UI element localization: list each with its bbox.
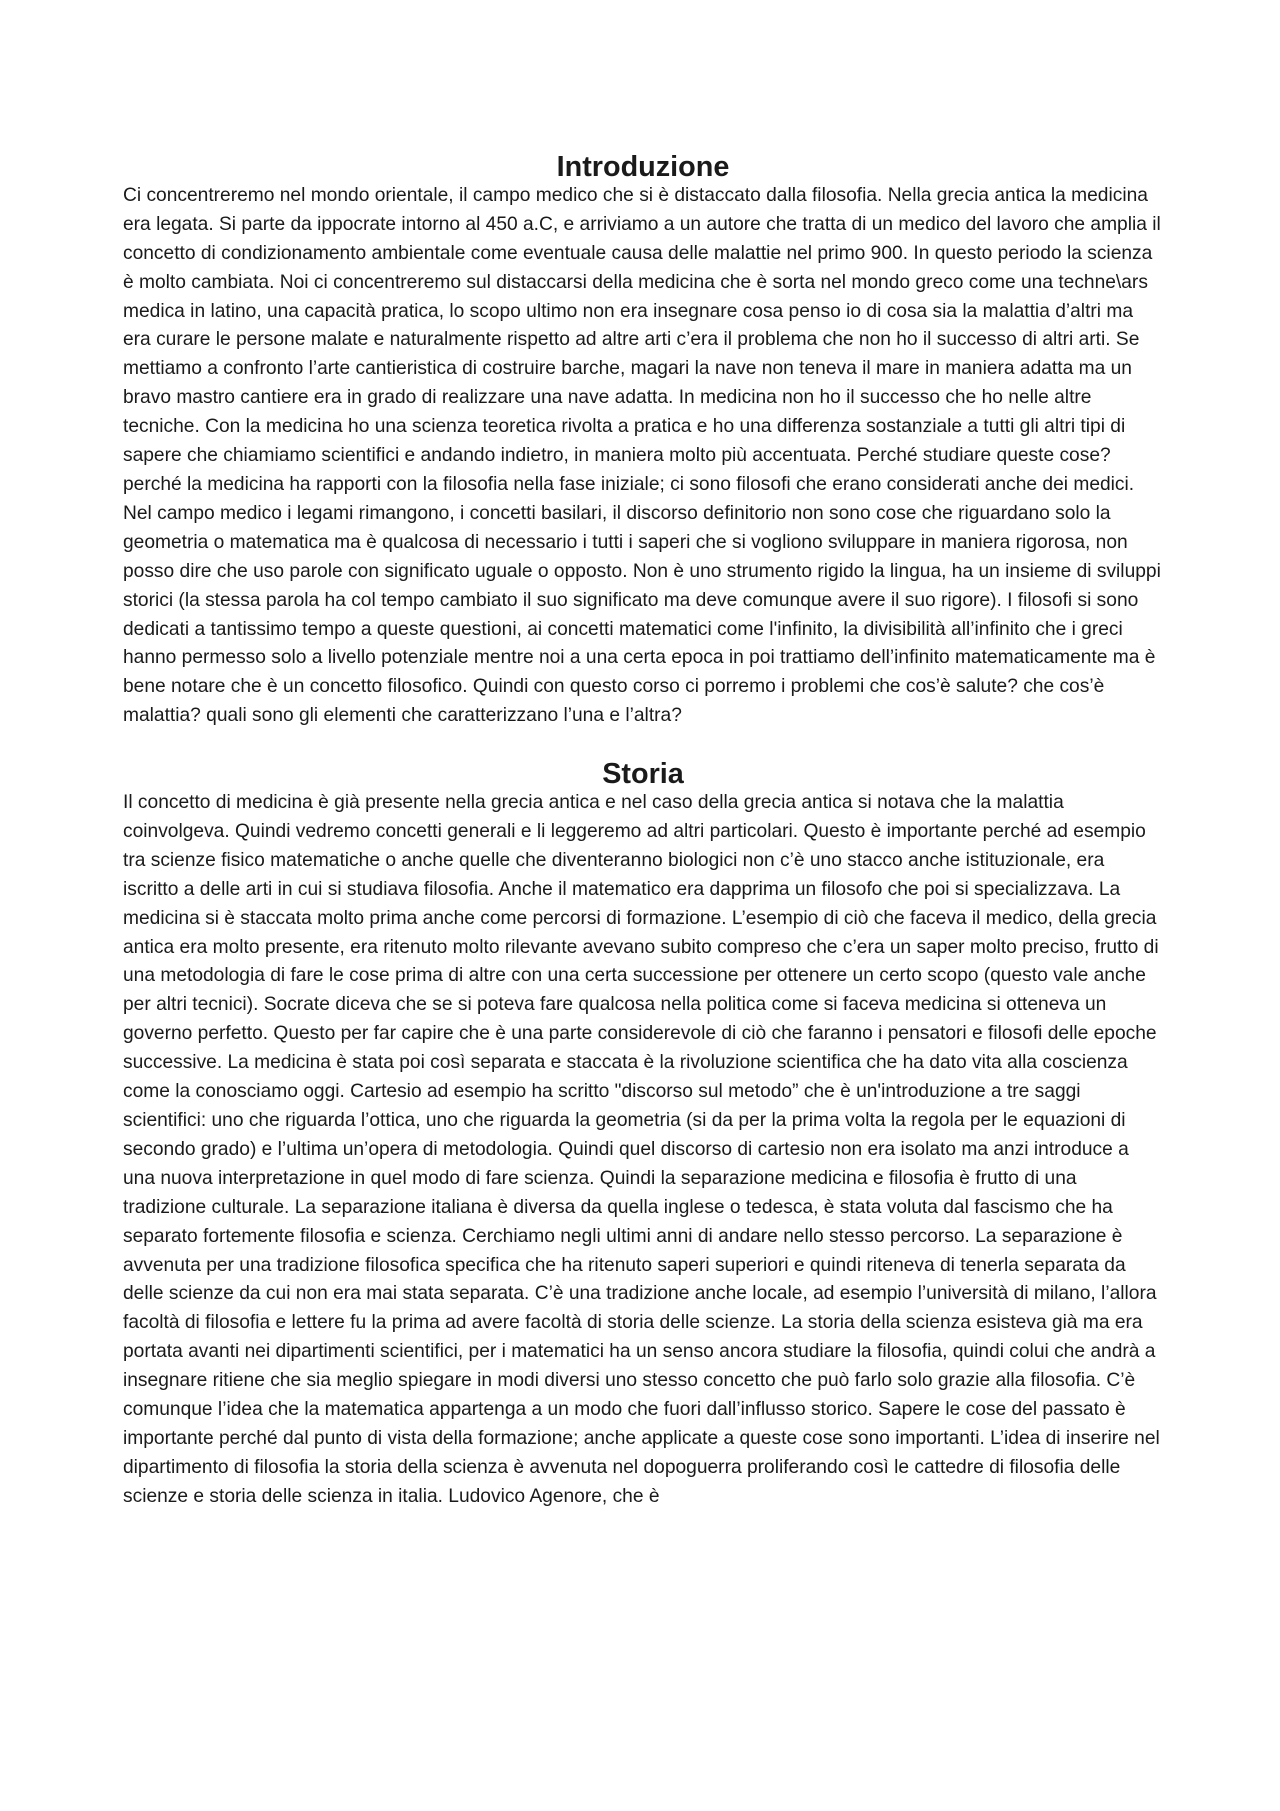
- paragraph-storia: Il concetto di medicina è già presente nella grecia antica e nel caso della grecia antica si notava che la malattia coinvolgeva. Quindi vedremo concetti generali e li leggeremo ad altri particolari. Questo è importante perché ad esempio tra scienze fisico matematiche o anche quelle che diventeranno biologici non c’è uno stacco anche istituzionale, era iscritto a delle arti in cui si studiava filosofia. Anche il matematico era dapprima un filosofo che poi si specializzava. La medicina si è staccata molto prima anche come percorsi di formazione. L’esempio di ciò che faceva il medico, della grecia antica era molto presente, era ritenuto molto rilevante avevano subito compreso che c’era un saper molto preciso, frutto di una metodologia di fare le cose prima di altre con una certa successione per ottenere un certo scopo (questo vale anche per altri tecnici). Socrate diceva che se si poteva fare qualcosa nella politica come si faceva medicina si otteneva un governo perfetto. Questo per far capire che è una parte considerevole di ciò che faranno i pensatori e filosofi delle epoche successive. La medicina è stata poi così separata e staccata è la rivoluzione scientifica che ha dato vita alla coscienza come la conosciamo oggi. Cartesio ad esempio ha scritto "discorso sul metodo” che è un'introduzione a tre saggi scientifici: uno che riguarda l’ottica, uno che riguarda la geometria (si da per la prima volta la regola per le equazioni di secondo grado) e l’ultima un’opera di metodologia. Quindi quel discorso di cartesio non era isolato ma anzi introduce a una nuova interpretazione in quel modo di fare scienza. Quindi la separazione medicina e filosofia è frutto di una tradizione culturale. La separazione italiana è diversa da quella inglese o tedesca, è stata voluta dal fascismo che ha separato fortemente filosofia e scienza. Cerchiamo negli ultimi anni di andare nello stesso percorso. La separazione è avvenuta per una tradizione filosofica specifica che ha ritenuto saperi superiori e quindi riteneva di tenerla separata da delle scienze da cui non era mai stata separata. C’è una tradizione anche locale, ad esempio l’università di milano, l’allora facoltà di filosofia e lettere fu la prima ad avere facoltà di storia delle scienze. La storia della scienza esisteva già ma era portata avanti nei dipartimenti scientifici, per i matematici ha un senso ancora studiare la filosofia, quindi colui che andrà a insegnare ritiene che sia meglio spiegare in modi diversi uno stesso concetto che può farlo solo grazie alla filosofia. C’è comunque l’idea che la matematica appartenga a un modo che fuori dall’influsso storico. Sapere le cose del passato è importante perché dal punto di vista della formazione; anche applicate a queste cose sono importanti. L’idea di inserire nel dipartimento di filosofia la storia della scienza è avvenuta nel dopoguerra proliferando così le cattedre di filosofia delle scienze e storia delle scienza in italia. Ludovico Agenore, che è: [123, 792, 1160, 1507]
- section-title-introduzione: Introduzione: [556, 151, 730, 183]
- paragraph-introduzione: Ci concentreremo nel mondo orientale, il campo medico che si è distaccato dalla filosofia. Nella grecia antica la medicina era legata. Si parte da ippocrate intorno al 450 a.C, e arriviamo a un autore che tratta di un medico del lavoro che amplia il concetto di condizionamento ambientale come eventuale causa delle malattie nel primo 900. In questo periodo la scienza è molto cambiata. Noi ci concentreremo sul distaccarsi della medicina che è sorta nel mondo greco come una techne\ars medica in latino, una capacità pratica, lo scopo ultimo non era insegnare cosa penso io di cosa sia la malattia d’altri ma era curare le persone malate e naturalmente rispetto ad altre arti c’era il problema che non ho il successo di altri arti. Se mettiamo a confronto l’arte cantieristica di costruire barche, magari la nave non teneva il mare in maniera adatta ma un bravo mastro cantiere era in grado di realizzare una nave adatta. In medicina non ho il successo che ho nelle altre tecniche. Con la medicina ho una scienza teoretica rivolta a pratica e ho una differenza sostanziale a tutti gli altri tipi di sapere che chiamiamo scientifici e andando indietro, in maniera molto più accentuata. Perché studiare queste cose? perché la medicina ha rapporti con la filosofia nella fase iniziale; ci sono filosofi che erano considerati anche dei medici. Nel campo medico i legami rimangono, i concetti basilari, il discorso definitorio non sono cose che riguardano solo la geometria o matematica ma è qualcosa di necessario i tutti i saperi che si vogliono sviluppare in maniera rigorosa, non posso dire che uso parole con significato uguale o opposto. Non è uno strumento rigido la lingua, ha un insieme di sviluppi storici (la stessa parola ha col tempo cambiato il suo significato ma deve comunque avere il suo rigore). I filosofi si sono dedicati a tantissimo tempo a queste questioni, ai concetti matematici come l'infinito, la divisibilità all’infinito che i greci hanno permesso solo a livello potenziale mentre noi a una certa epoca in poi trattiamo dell’infinito matematicamente ma è bene notare che è un concetto filosofico. Quindi con questo corso ci porremo i problemi che cos’è salute? che cos’è malattia? quali sono gli elementi che caratterizzano l’una e l’altra?: [123, 184, 1161, 727]
- document-page: [123, 153, 1163, 1512]
- section-spacer: [123, 731, 1163, 760]
- section-title-storia: Storia: [602, 758, 684, 791]
